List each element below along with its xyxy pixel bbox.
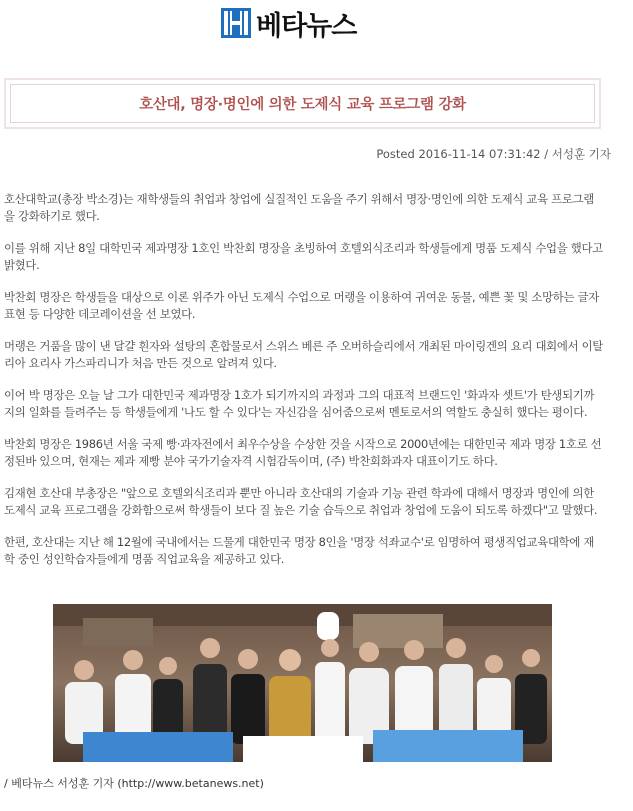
article-paragraph: 박찬회 명장은 1986년 서울 국제 빵·과자전에서 최우수상을 수상한 것을 시작으로 2000년에는 대한민국 제과 명장 1호로 선정된바 있으며, 현재는 제과 제빵 분야 국가기술자격 시험감독이며, (주) 박찬회화과자 대표이기도 하다. — [4, 437, 602, 468]
article-paragraph: 머랭은 거품을 많이 낸 달걀 흰자와 설탕의 혼합물로서 스위스 베른 주 오버하슬리에서 개최된 마이링겐의 요리 대회에서 이탈리아 요리사 가스파리니가 처음 만든 것으로 알려져 있다. — [4, 339, 604, 370]
betanews-logo-icon — [220, 7, 252, 39]
article-paragraph: 이를 위해 지난 8일 대학민국 제과명장 1호인 박찬회 명장을 초빙하여 호텔외식조리과 학생들에게 명품 도제식 수업을 했다고 밝혔다. — [4, 241, 603, 272]
article-title-box — [4, 78, 601, 129]
article-paragraph: 김재현 호산대 부총장은 "앞으로 호텔외식조리과 뿐만 아니라 호산대의 기술과 기능 관련 학과에 대해서 명장과 명인에 의한 도제식 교육 프로그램을 강화함으로써 학생들이 보다 질 높은 기술 습득으로 취업과 창업에 도움이 되도록 하겠다"고 말했다. — [4, 486, 598, 517]
article-paragraph: 호산대학교(총장 박소경)는 재학생들의 취업과 창업에 실질적인 도움을 주기 위해서 명장·명인에 의한 도제식 교육 프로그램을 강화하기로 했다. — [4, 192, 594, 223]
article-body — [4, 191, 604, 583]
article-paragraph: 한편, 호산대는 지난 해 12월에 국내에서는 드물게 대한민국 명장 8인을 '명장 석좌교수'로 임명하여 평생직업교육대학에 재학 중인 성인학습자들에게 명품 직업교육을 제공하고 있다. — [4, 535, 595, 566]
article-byline: Posted 2016-11-14 07:31:42 / 서성훈 기자 — [376, 147, 611, 161]
article-paragraph: 이어 박 명장은 오늘 날 그가 대한민국 제과명장 1호가 되기까지의 과정과 그의 대표적 브랜드인 '화과자 셋트'가 탄생되기까지의 일화를 들려주는 등 학생들에게 '나도 할 수 있다'는 자신감을 심어줌으로써 멘토로서의 역할도 충실히 했다는 평이다. — [4, 388, 595, 419]
article-title-frame — [10, 84, 595, 123]
article-photo — [53, 604, 552, 762]
photo-caption: / 베타뉴스 서성훈 기자 (http://www.betanews.net) — [4, 777, 264, 790]
site-logo[interactable] — [220, 6, 356, 40]
article-title: 호산대, 명장·명인에 의한 도제식 교육 프로그램 강화 — [139, 97, 466, 113]
logo-text: 베타뉴스 — [256, 10, 357, 42]
article-paragraph: 박찬회 명장은 학생들을 대상으로 이론 위주가 아닌 도제식 수업으로 머랭을 이용하여 귀여운 동물, 예쁜 꽃 및 소망하는 글자 표현 등 다양한 데코레이션을 선 보였다. — [4, 290, 599, 321]
